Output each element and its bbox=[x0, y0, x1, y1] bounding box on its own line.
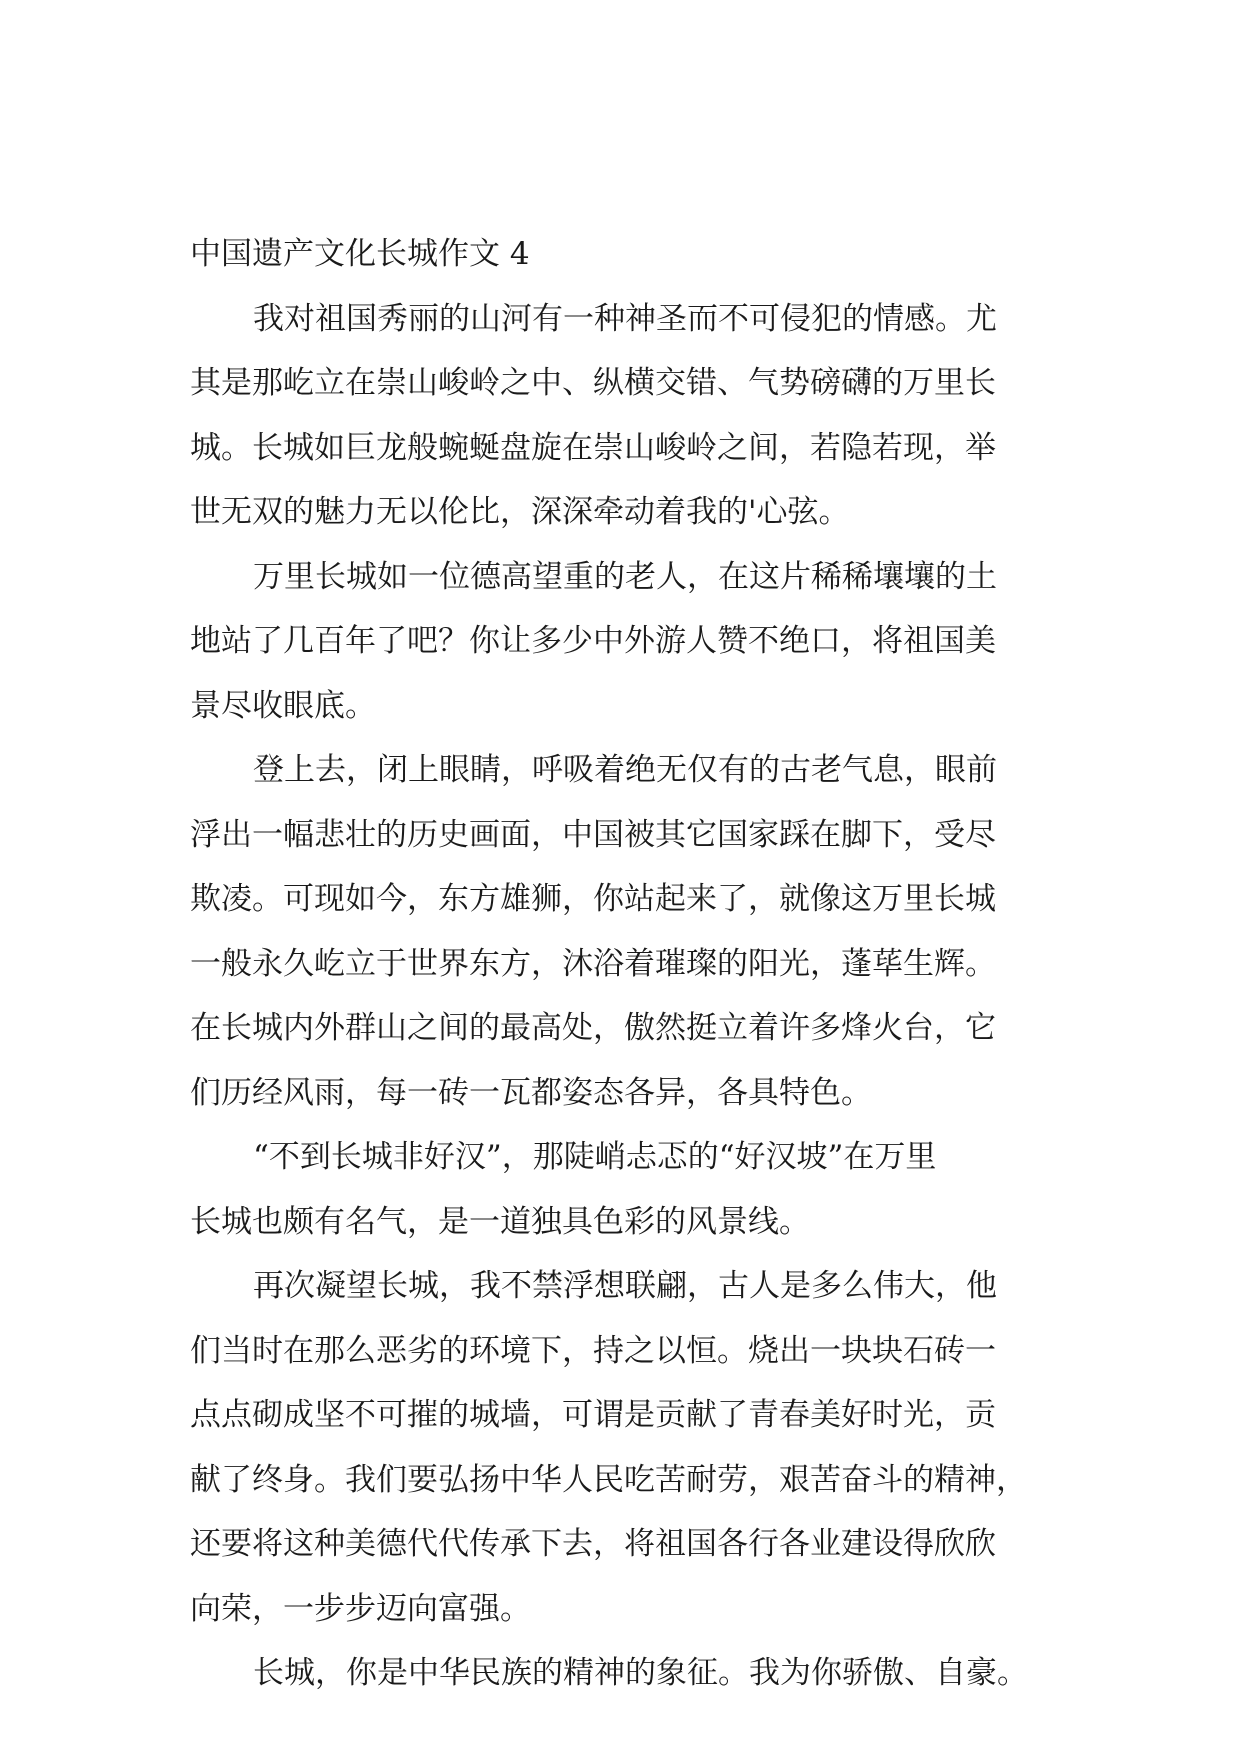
paragraph-line: 们当时在那么恶劣的环境下，持之以恒。烧出一块块石砖一 bbox=[190, 1332, 996, 1369]
paragraph-line: 们历经风雨，每一砖一瓦都姿态各异，各具特色。 bbox=[190, 1074, 872, 1111]
paragraph-list bbox=[190, 287, 1070, 1706]
paragraph-line: 浮出一幅悲壮的历史画面，中国被其它国家踩在脚下，受尽 bbox=[190, 816, 996, 853]
paragraph bbox=[190, 287, 1070, 545]
paragraph bbox=[190, 738, 1070, 1125]
paragraph bbox=[190, 1254, 1070, 1641]
paragraph bbox=[190, 1125, 1070, 1254]
paragraph-line: 向荣，一步步迈向富强。 bbox=[190, 1590, 531, 1627]
paragraph-line: 再次凝望长城，我不禁浮想联翩，古人是多么伟大，他 bbox=[253, 1268, 997, 1304]
paragraph-line: 登上去，闭上眼睛，呼吸着绝无仅有的古老气息，眼前 bbox=[253, 752, 997, 788]
paragraph-line: 万里长城如一位德高望重的老人，在这片稀稀壤壤的土 bbox=[253, 558, 997, 595]
paragraph-line: 我对祖国秀丽的山河有一种神圣而不可侵犯的情感。尤 bbox=[253, 300, 997, 337]
paragraph-line: 其是那屹立在崇山峻岭之中、纵横交错、气势磅礴的万里长 bbox=[190, 365, 996, 401]
paragraph-line: 还要将这种美德代代传承下去，将祖国各行各业建设得欣欣 bbox=[190, 1526, 996, 1562]
paragraph-line: 世无双的魅力无以伦比，深深牵动着我的'心弦。 bbox=[190, 494, 850, 530]
paragraph-line: “不到长城非好汉”，那陡峭忐忑的“好汉坡”在万里 bbox=[253, 1139, 937, 1175]
paragraph-line: 城。长城如巨龙般蜿蜒盘旋在崇山峻岭之间，若隐若现，举 bbox=[190, 429, 996, 466]
paragraph-line: 一般永久屹立于世界东方，沐浴着璀璨的阳光，蓬荜生辉。 bbox=[190, 945, 996, 982]
document-title: 中国遗产文化长城作文 4 bbox=[190, 236, 530, 272]
document-body bbox=[190, 222, 1070, 1706]
paragraph-line: 长城，你是中华民族的精神的象征。我为你骄傲、自豪。 bbox=[253, 1655, 1028, 1691]
paragraph-line: 欺凌。可现如今，东方雄狮，你站起来了，就像这万里长城 bbox=[190, 881, 996, 917]
paragraph-line: 长城也颇有名气，是一道独具色彩的风景线。 bbox=[190, 1203, 810, 1240]
paragraph-line: 地站了几百年了吧？你让多少中外游人赞不绝口，将祖国美 bbox=[190, 623, 996, 659]
paragraph-line: 献了终身。我们要弘扬中华人民吃苦耐劳，艰苦奋斗的精神， bbox=[190, 1461, 1027, 1498]
paragraph-line: 景尽收眼底。 bbox=[190, 687, 376, 724]
paragraph bbox=[190, 545, 1070, 739]
paragraph-line: 点点砌成坚不可摧的城墙，可谓是贡献了青春美好时光，贡 bbox=[190, 1397, 996, 1433]
paragraph-line: 在长城内外群山之间的最高处，傲然挺立着许多烽火台，它 bbox=[190, 1010, 996, 1046]
paragraph bbox=[190, 1641, 1070, 1706]
